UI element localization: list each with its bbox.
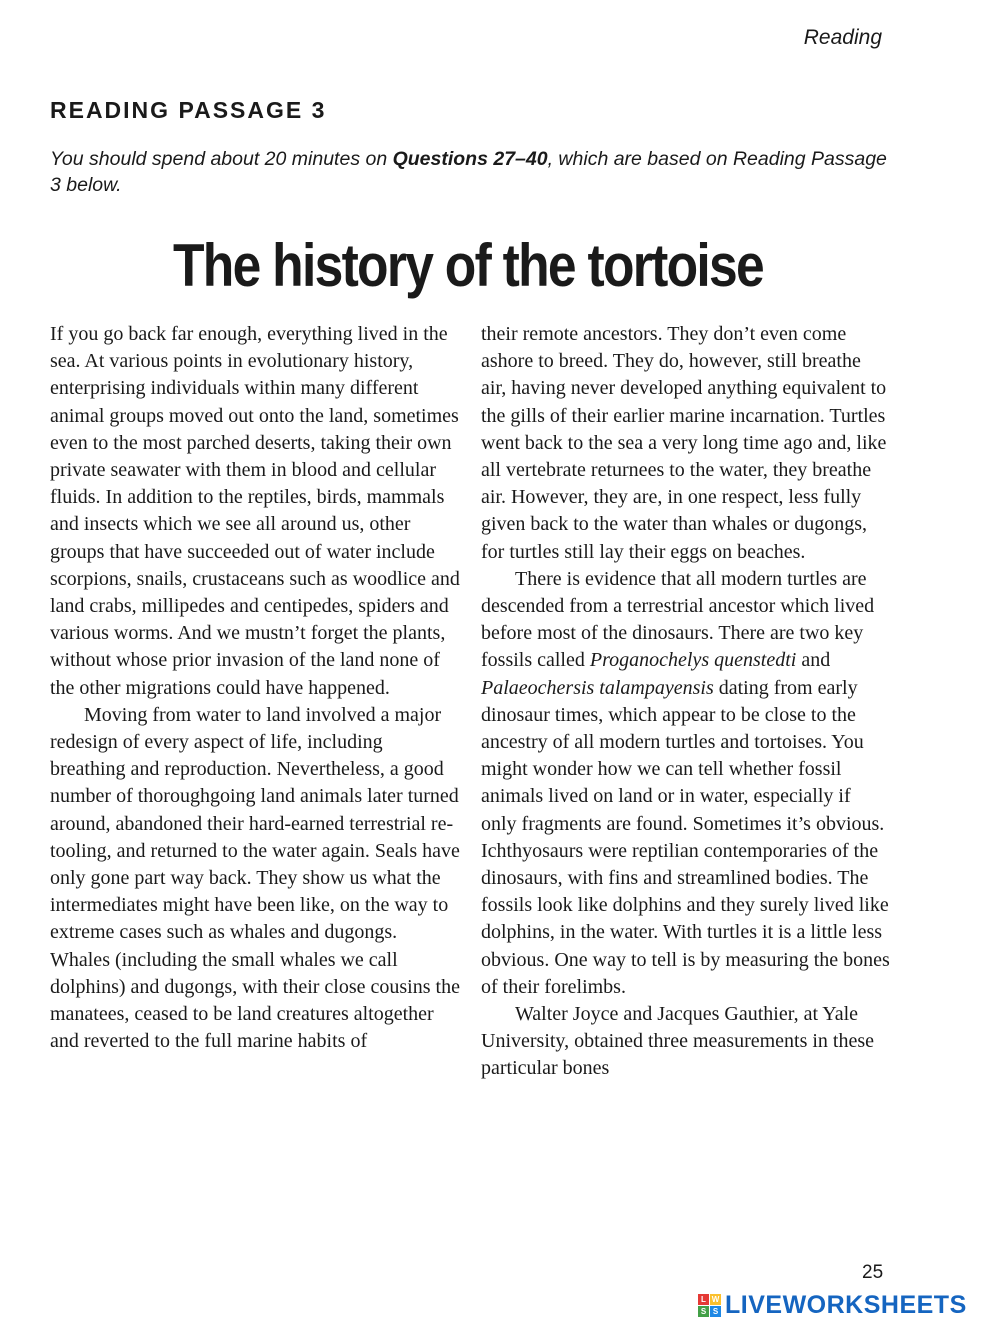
logo-letter: L bbox=[698, 1294, 709, 1305]
questions-range: Questions 27–40 bbox=[392, 148, 548, 170]
watermark-text: LIVEWORKSHEETS bbox=[725, 1291, 967, 1319]
page-number: 25 bbox=[862, 1262, 884, 1283]
instructions-text-2: , which are based on Reading Passage 3 below. bbox=[50, 148, 887, 196]
instructions bbox=[50, 146, 900, 198]
paragraph-text: There is evidence that all modern turtles are descended from a terrestrial ancestor which lived before most of the dinosaurs. There are two key fossils called bbox=[481, 567, 875, 672]
paragraph-text: and bbox=[796, 649, 831, 672]
paragraph: If you go back far enough, everything lived in the sea. At various points in evolutionary history, enterprising individuals within many different animal groups moved out onto the land, sometimes even to the most parched deserts, taking their own private seawater with them in blood and cellular fluids. In addition to the reptiles, birds, mammals and insects which we see all around us, other groups that have succeeded out of water include scorpions, snails, crustaceans such as woodlice and land crabs, millipedes and centipedes, spiders and various worms. And we mustn’t forget the plants, without whose prior invasion of the land none of the other migrations could have happened. bbox=[50, 323, 460, 699]
section-label: Reading bbox=[803, 26, 882, 49]
right-column bbox=[481, 321, 891, 1083]
species-name: Palaeochersis talampayensis bbox=[481, 676, 714, 699]
passage-heading: READING PASSAGE 3 bbox=[50, 97, 327, 123]
logo-letter: S bbox=[710, 1306, 721, 1317]
instructions-text-1: You should spend about 20 minutes on bbox=[50, 148, 393, 170]
paragraph bbox=[481, 566, 891, 1001]
logo-letter: S bbox=[698, 1306, 709, 1317]
liveworksheets-logo-icon bbox=[698, 1294, 721, 1317]
species-name: Proganochelys quenstedti bbox=[589, 649, 797, 672]
paragraph: Walter Joyce and Jacques Gauthier, at Yale University, obtained three measurements in these particular bones bbox=[481, 1003, 875, 1080]
watermark bbox=[698, 1291, 967, 1320]
logo-letter: W bbox=[711, 1295, 720, 1304]
paragraph: Moving from water to land involved a major redesign of every aspect of life, including breathing and reproduction. Nevertheless, a good number of thoroughgoing land animals later turned around, abandoned their hard-earned terrestrial re-tooling, and returned to the water again. Seals have only gone part way back. They show us what the intermediates might have been like, on the way to extreme cases such as whales and dugongs. Whales (including the small whales we call dolphins) and dugongs, with their close cousins the manatees, ceased to be land creatures altogether and reverted to the full marine habits of bbox=[50, 703, 460, 1053]
paragraph: their remote ancestors. They don’t even come ashore to breed. They do, however, still breathe air, having never developed anything equivalent to the gills of their earlier marine incarnation. Turtles went back to the sea a very long time ago and, like all vertebrate returnees to the water, they breathe air. However, they are, in one respect, less fully given back to the water than whales or dugongs, for turtles still lay their eggs on beaches. bbox=[481, 323, 887, 563]
paragraph-text: dating from early dinosaur times, which appear to be close to the ancestry of all modern turtles and tortoises. You might wonder how we can tell whether fossil animals lived on land or in water, especially if only fragments are found. Sometimes it’s obvious. Ichthyosaurs were reptilian contemporaries of the dinosaurs, with fins and streamlined bodies. The fossils look like dolphins and they surely lived like dolphins, in the water. With turtles it is a little less obvious. One way to tell is by measuring the bones of their forelimbs. bbox=[481, 676, 890, 998]
left-column bbox=[50, 321, 460, 1055]
passage-title: The history of the tortoise bbox=[172, 232, 763, 299]
